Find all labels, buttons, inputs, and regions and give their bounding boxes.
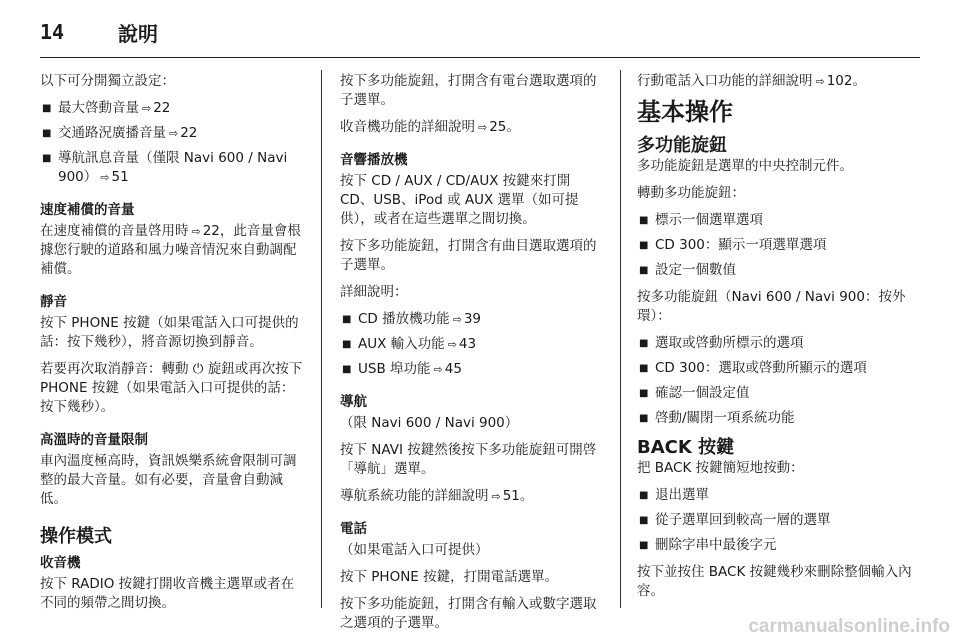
intro-text: 以下可分開獨立設定： <box>40 73 175 89</box>
mute-text-1: 按下 PHONE 按鍵（如果電話入口可提供的話：按下幾秒），將音源切換到靜音。 <box>40 315 299 350</box>
navigation-text: 按下 NAVI 按鍵然後按下多功能旋鈕可開啓「導航」選單。 <box>340 442 597 477</box>
radio-detail-ref: 收音機功能的詳細說明⇨ 25。 <box>340 118 602 137</box>
back-text-2: 按下並按住 BACK 按鍵幾秒來刪除整個輸入內容。 <box>637 564 912 599</box>
phone-detail-ref: 行動電話入口功能的詳細說明⇨ 102。 <box>637 72 912 91</box>
temp-limit-text: 車內溫度極高時，資訊娛樂系統會限制可調整的最大音量。如有必要，音量會自動減低。 <box>40 453 297 507</box>
list-item: ■ 交通路況廣播音量⇨ 22 <box>40 124 304 143</box>
page-ref: ⇨ 22 <box>189 223 220 239</box>
mute-heading: 靜音 <box>40 294 67 310</box>
phone-text-1: 按下 PHONE 按鍵，打開電話選單。 <box>340 569 559 585</box>
back-list <box>637 486 912 555</box>
page-number: 14 <box>40 20 65 44</box>
knob-text-2: 轉動多功能旋鈕： <box>637 185 745 201</box>
list-item: ■ CD 300：選取或啓動所顯示的選項 <box>637 359 912 378</box>
list-item: ■ 確認一個設定值 <box>637 384 912 403</box>
list-item: ■ 刪除字串中最後字元 <box>637 536 912 555</box>
list-item: ■ 退出選單 <box>637 486 912 505</box>
column-2 <box>340 72 602 641</box>
page-ref: ⇨ 25 <box>475 119 506 135</box>
back-button-heading: BACK 按鍵 <box>637 437 735 458</box>
speed-volume-text: 在速度補償的音量啓用時⇨ 22，此音量會根據您行駛的道路和風力噪音情況來自動調配補償。 <box>40 222 304 279</box>
temp-limit-heading: 高溫時的音量限制 <box>40 432 148 448</box>
turn-knob-list <box>637 211 912 280</box>
list-item: ■ AUX 輸入功能⇨ 43 <box>340 335 602 354</box>
page-header <box>40 14 158 50</box>
page-ref: ⇨ 45 <box>431 361 462 377</box>
audio-player-heading: 音響播放機 <box>340 152 408 168</box>
volume-list <box>40 99 304 187</box>
knob-text-1: 多功能旋鈕是選單的中央控制元件。 <box>637 158 853 174</box>
column-divider <box>321 70 322 608</box>
detail-label: 詳細說明： <box>340 284 408 300</box>
multifunction-knob-heading: 多功能旋鈕 <box>637 135 727 156</box>
page-ref: ⇨ 22 <box>166 125 197 141</box>
list-item: ■ 設定一個數值 <box>637 261 912 280</box>
list-item: ■ 導航訊息音量（僅限 Navi 600 / Navi 900）⇨ 51 <box>40 149 304 187</box>
page-ref: ⇨ 43 <box>445 336 476 352</box>
column-divider <box>620 70 621 608</box>
page-ref: ⇨ 51 <box>97 169 128 185</box>
column-3 <box>637 72 912 609</box>
radio-text: 按下 RADIO 按鍵打開收音機主選單或者在不同的頻帶之間切換。 <box>40 576 295 611</box>
list-item: ■ USB 埠功能⇨ 45 <box>340 360 602 379</box>
list-item: ■ 標示一個選單選項 <box>637 211 912 230</box>
press-knob-list <box>637 334 912 428</box>
radio-submenu-text: 按下多功能旋鈕，打開含有電台選取選項的子選單。 <box>340 73 597 108</box>
header-rule <box>40 57 920 58</box>
navigation-detail-ref: 導航系統功能的詳細說明⇨ 51。 <box>340 487 602 506</box>
phone-heading: 電話 <box>340 521 367 537</box>
navigation-note: （限 Navi 600 / Navi 900） <box>340 415 519 431</box>
operation-modes-heading: 操作模式 <box>40 526 112 547</box>
page-ref: ⇨ 102 <box>813 73 853 89</box>
phone-note: （如果電話入口可提供） <box>340 542 489 558</box>
list-item: ■ CD 300：顯示一項選單選項 <box>637 236 912 255</box>
mute-text-2: 若要再次取消靜音：轉動 ⏻ 旋鈕或再次按下 PHONE 按鍵（如果電話入口可提供的話：按下幾秒）。 <box>40 361 303 415</box>
list-item: ■ 從子選單回到較高一層的選單 <box>637 511 912 530</box>
page-title: 說明 <box>118 21 158 46</box>
watermark: carmanualsonline.info <box>748 616 950 637</box>
page-ref: ⇨ 22 <box>139 100 170 116</box>
audio-list <box>340 310 602 379</box>
list-item: ■ 啓動/關閉一項系統功能 <box>637 409 912 428</box>
back-text-1: 把 BACK 按鍵簡短地按動： <box>637 460 804 476</box>
phone-text-2: 按下多功能旋鈕，打開含有輸入或數字選取之選項的子選單。 <box>340 596 597 631</box>
knob-text-3: 按多功能旋鈕（Navi 600 / Navi 900：按外環）： <box>637 289 906 324</box>
navigation-heading: 導航 <box>340 394 367 410</box>
speed-volume-heading: 速度補償的音量 <box>40 202 135 218</box>
basic-operation-heading: 基本操作 <box>637 98 733 126</box>
radio-heading: 收音機 <box>40 555 81 571</box>
list-item: ■ CD 播放機功能⇨ 39 <box>340 310 602 329</box>
page-ref: ⇨ 39 <box>450 311 481 327</box>
list-item: ■ 選取或啓動所標示的選項 <box>637 334 912 353</box>
audio-text-2: 按下多功能旋鈕，打開含有曲目選取選項的子選單。 <box>340 238 597 273</box>
page-ref: ⇨ 51 <box>489 488 520 504</box>
column-1 <box>40 72 304 621</box>
audio-text-1: 按下 CD / AUX / CD/AUX 按鍵來打開 CD、USB、iPod 或 AUX 選單（如可提供），或者在這些選單之間切換。 <box>340 173 579 227</box>
list-item: ■ 最大啓動音量⇨ 22 <box>40 99 304 118</box>
